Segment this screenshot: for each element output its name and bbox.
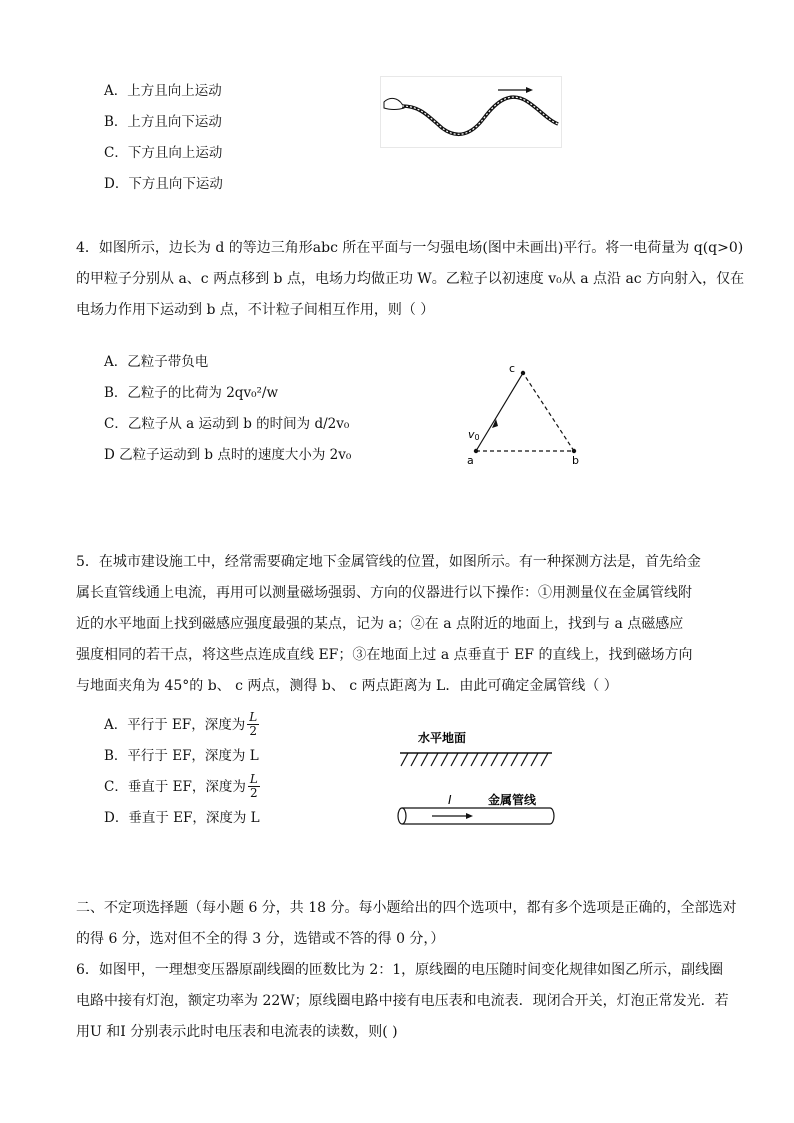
figure-frame (381, 77, 562, 148)
label-a: a (467, 454, 474, 467)
q4-option-d: D 乙粒子运动到 b 点时的速度大小为 2v₀ (104, 447, 352, 463)
q3-option-d: D．下方且向下运动 (104, 176, 223, 192)
label-b: b (572, 454, 579, 467)
q5-option-a-text: A．平行于 EF，深度为 (104, 716, 246, 733)
q5-line-2: 属长直管线通上电流，再用可以测量磁场强弱、方向的仪器进行以下操作：①用测量仪在金属管线附 (76, 585, 692, 601)
q3-option-c: C．下方且向上运动 (104, 145, 223, 161)
q4-option-a: A．乙粒子带负电 (104, 354, 209, 370)
label-v: v (468, 428, 475, 441)
fraction-numerator: L (249, 772, 258, 786)
section2-line-1: 二、不定项选择题（每小题 6 分，共 18 分。每小题给出的四个选项中，都有多个选项是正确的，全部选对 (76, 900, 737, 916)
pipe-label: 金属管线 (488, 793, 537, 807)
hand (384, 98, 404, 109)
pipe-end-right (550, 808, 554, 824)
ground-hatching (401, 753, 548, 766)
q5-stem (76, 547, 701, 702)
side-ac (476, 373, 523, 451)
label-v-sub: 0 (474, 433, 480, 442)
triangle-figure (458, 358, 590, 470)
fraction-l-over-2 (247, 711, 259, 738)
q5-line-1: 5．在城市建设施工中，经常需要确定地下金属管线的位置，如图所示。有一种探测方法是，首先给金 (76, 554, 701, 570)
q5-option-c (104, 771, 260, 802)
q3-options (104, 81, 223, 205)
point-c (521, 371, 525, 375)
point-b (572, 449, 576, 453)
q4-line-1: 4．如图所示，边长为 d 的等边三角形abc 所在平面与一匀强电场(图中未画出)平行。将一电荷量为 q(q>0) (76, 240, 744, 256)
q5-options (104, 709, 260, 833)
q5-option-a (104, 709, 260, 740)
fraction-l-over-2 (248, 773, 260, 800)
q5-option-c-text: C．垂直于 EF，深度为 (104, 778, 246, 795)
q5-option-d-text: D．垂直于 EF，深度为 L (104, 809, 260, 826)
q3-option-b: B．上方且向下运动 (104, 114, 222, 130)
section2-heading (76, 893, 737, 955)
current-arrow-head (466, 813, 473, 819)
q4-option-c: C．乙粒子从 a 运动到 b 的时间为 d/2v₀ (104, 416, 350, 432)
ground-label: 水平地面 (418, 731, 467, 745)
q4-stem (76, 233, 744, 326)
arrow-head (526, 87, 533, 93)
q4-options (104, 352, 351, 476)
q4-option-b: B．乙粒子的比荷为 2qv₀²/w (104, 385, 278, 401)
q5-option-b-text: B．平行于 EF，深度为 L (104, 747, 259, 764)
current-label: I (448, 793, 452, 807)
fraction-denominator: 2 (250, 786, 258, 800)
fraction-numerator: L (249, 710, 258, 724)
q5-option-d (104, 802, 260, 833)
q4-line-2: 的甲粒子分别从 a、c 两点移到 b 点，电场力均做正功 W。乙粒子以初速度 v₀从 a 点沿 ac 方向射入，仅在 (76, 271, 745, 287)
label-v0 (468, 428, 480, 442)
rope (402, 97, 558, 134)
q6-stem (76, 955, 729, 1048)
q6-line-1: 6．如图甲，一理想变压器原副线圈的匝数比为 2：1，原线圈的电压随时间变化规律如图乙所示，副线圈 (76, 962, 724, 978)
point-a (474, 449, 478, 453)
label-c: c (509, 362, 516, 375)
q5-line-4: 强度相同的若干点，将这些点连成直线 EF；③在地面上过 a 点垂直于 EF 的直线上，找到磁场方向 (76, 647, 693, 663)
q5-line-3: 近的水平地面上找到磁感应强度最强的某点，记为 a；②在 a 点附近的地面上，找到与 a 点磁感应 (76, 616, 684, 632)
q4-line-3: 电场力作用下运动到 b 点，不计粒子间相互作用，则（ ） (76, 302, 435, 318)
rope-wave-figure (380, 76, 562, 148)
q5-line-5: 与地面夹角为 45°的 b、 c 两点，测得 b、 c 两点距离为 L．由此可确定金属管线（ ） (76, 678, 618, 694)
section2-line-2: 的得 6 分，选对但不全的得 3 分，选错或不答的得 0 分，） (76, 931, 445, 947)
side-bc (523, 373, 574, 451)
q5-option-b (104, 740, 260, 771)
fraction-denominator: 2 (249, 724, 258, 738)
q6-line-3: 用U 和I 分别表示此时电压表和电流表的读数，则( ) (76, 1024, 398, 1040)
q3-option-a: A．上方且向上运动 (104, 83, 222, 99)
pipe-figure (392, 728, 562, 830)
pipe-end-left (398, 808, 406, 824)
q6-line-2: 电路中接有灯泡，额定功率为 22W；原线圈电路中接有电压表和电流表．现闭合开关，灯泡正常发光．若 (76, 993, 729, 1009)
